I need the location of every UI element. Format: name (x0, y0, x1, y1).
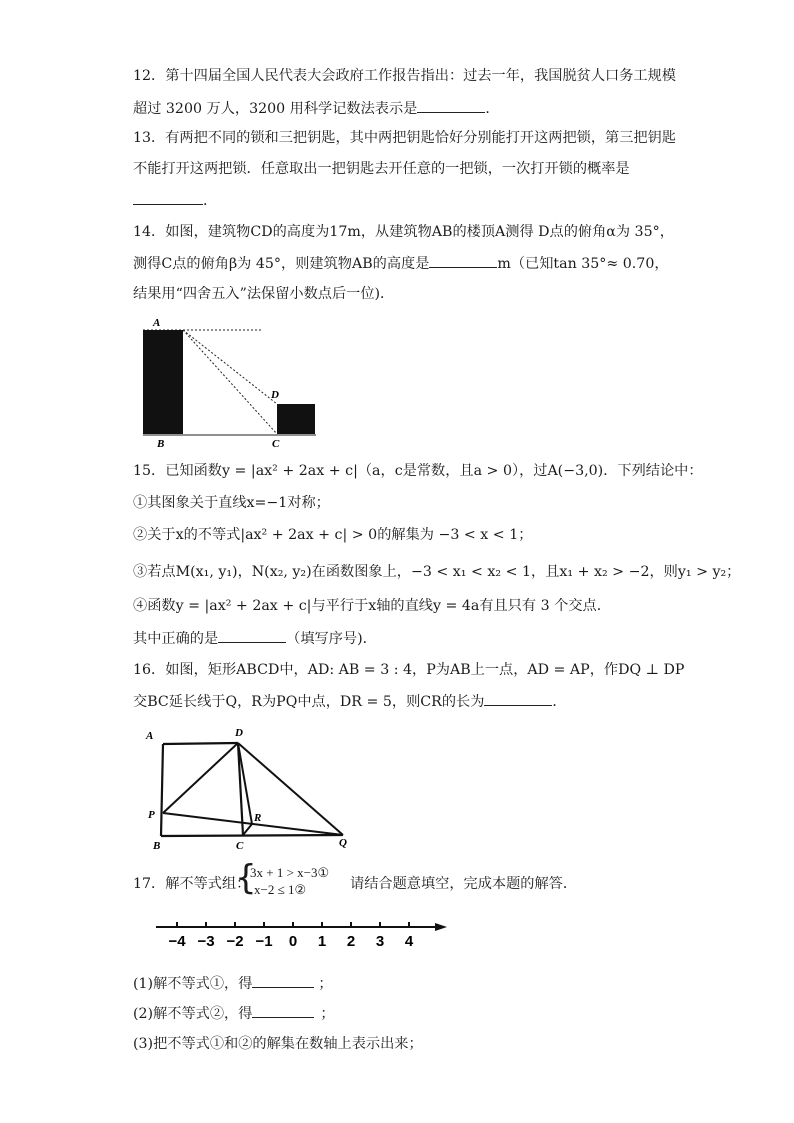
q13-answer-blank[interactable] (133, 190, 203, 205)
q14-building-cd (277, 404, 315, 434)
q16-label-q: Q (339, 837, 347, 849)
q17-step1 (133, 973, 333, 994)
q16-label-a: A (146, 730, 154, 742)
q17-inequality-2: x−2 ≤ 1② (254, 882, 307, 897)
q13-line3-end: ． (203, 193, 218, 209)
q16-label-d: D (235, 727, 243, 739)
number-line-label: −3 (197, 933, 215, 950)
q14-line2-text: 测得C点的俯角β为 45°，则建筑物AB的高度是 (133, 256, 430, 272)
number-line-label: 2 (346, 933, 356, 950)
q12-line2-end: ． (485, 101, 500, 117)
q14-label-a: A (153, 317, 161, 329)
number-line-label: −1 (255, 933, 273, 950)
q14-line1: 14．如图，建筑物CD的高度为17m，从建筑物AB的楼顶A测得 D点的俯角α为 35°， (133, 224, 674, 240)
q17-step2-blank[interactable] (252, 1003, 314, 1018)
q17-step1-end: ； (318, 976, 333, 992)
q12-line2 (133, 98, 500, 119)
q17-step3: (3)把不等式①和②的解集在数轴上表示出来； (133, 1036, 423, 1052)
q15-answer-text: 其中正确的是 (133, 631, 219, 647)
q15-answer-blank[interactable] (218, 628, 286, 643)
q16-line2 (133, 691, 567, 712)
q17-system-brace: { (235, 858, 257, 898)
q15-item3: ③若点M(x₁, y₁)，N(x₂, y₂)在函数图象上，−3 < x₁ < x₂ < 1，且x₁ + x₂ > −2，则y₁ > y₂； (133, 564, 741, 580)
q14-label-b: B (157, 438, 165, 450)
number-line-label: 3 (375, 933, 385, 950)
number-line-label: 1 (317, 933, 327, 950)
q17-step1-text: (1)解不等式①，得 (133, 976, 253, 992)
q16-label-p: P (148, 809, 155, 821)
q16-side-bq (161, 835, 343, 836)
q16-line2-end: ． (552, 694, 567, 710)
q17-intro-end: 请结合题意填空，完成本题的解答． (350, 876, 578, 892)
q15-item1: ①其图象关于直线x=−1对称； (133, 495, 330, 511)
q16-segment-cr (243, 824, 252, 835)
q14-figure (140, 316, 320, 451)
q14-building-ab (143, 330, 183, 434)
q16-figure (140, 722, 365, 857)
q17-step1-blank[interactable] (252, 973, 314, 988)
q13-line3 (133, 190, 217, 211)
q16-side-ab (161, 744, 163, 836)
q14-line2 (133, 253, 669, 274)
number-line-label: 0 (288, 933, 298, 950)
q16-answer-blank[interactable] (484, 691, 552, 706)
q15-item2: ②关于x的不等式|ax² + 2ax + c| > 0的解集为 −3 < x < 1； (133, 527, 533, 543)
q17-step2 (133, 1003, 335, 1024)
q12-answer-blank[interactable] (417, 98, 485, 113)
q16-line2-text: 交BC延长线于Q，R为PQ中点，DR = 5，则CR的长为 (133, 694, 485, 710)
q16-side-ad (163, 743, 238, 744)
q17-step2-text: (2)解不等式②，得 (133, 1006, 253, 1022)
q16-segment-pq (163, 813, 343, 835)
q15-answer-end: （填写序号)． (286, 631, 377, 647)
q17-number-line (152, 918, 452, 952)
q14-sight-line-ac (183, 330, 277, 434)
q12-line2-text: 超过 3200 万人，3200 用科学记数法表示是 (133, 101, 418, 117)
q14-label-d: D (271, 389, 279, 401)
q14-sight-line-ad (183, 330, 277, 404)
q14-answer-blank[interactable] (429, 253, 497, 268)
q12-line1: 12．第十四届全国人民代表大会政府工作报告指出：过去一年，我国脱贫人口务工规模 (133, 68, 676, 84)
q15-line1: 15．已知函数y = |ax² + 2ax + c|（a，c是常数，且a > 0），过A(−3,0)．下列结论中： (133, 463, 703, 479)
q15-item4: ④函数y = |ax² + 2ax + c|与平行于x轴的直线y = 4a有且只有 3 个交点． (133, 598, 611, 614)
q14-label-c: C (272, 438, 280, 450)
q17-intro-text: 17．解不等式组： (133, 876, 251, 892)
number-line-label: 4 (404, 933, 414, 950)
q16-label-r: R (254, 812, 262, 824)
q16-segment-dp (163, 743, 238, 813)
number-line-label: −2 (226, 933, 244, 950)
q14-line3: 结果用“四舍五入”法保留小数点后一位)． (133, 286, 395, 302)
q15-answer-line (133, 628, 377, 649)
q16-label-c: C (236, 840, 244, 852)
q13-line2: 不能打开这两把锁．任意取出一把钥匙去开任意的一把锁，一次打开锁的概率是 (133, 161, 630, 177)
q16-line1: 16．如图，矩形ABCD中，AD: AB = 3 : 4，P为AB上一点，AD = AP，作DQ ⊥ DP (133, 662, 685, 678)
q17-inequality-1: 3x + 1 > x−3① (250, 865, 330, 880)
number-line-arrow-icon (435, 923, 447, 931)
q14-line2-end: m（已知tan 35°≈ 0.70， (497, 256, 669, 272)
q13-line1: 13．有两把不同的锁和三把钥匙，其中两把钥匙恰好分别能打开这两把锁，第三把钥匙 (133, 130, 676, 146)
q16-label-b: B (153, 840, 161, 852)
q17-step2-end: ； (320, 1006, 335, 1022)
number-line-label: −4 (168, 933, 186, 950)
